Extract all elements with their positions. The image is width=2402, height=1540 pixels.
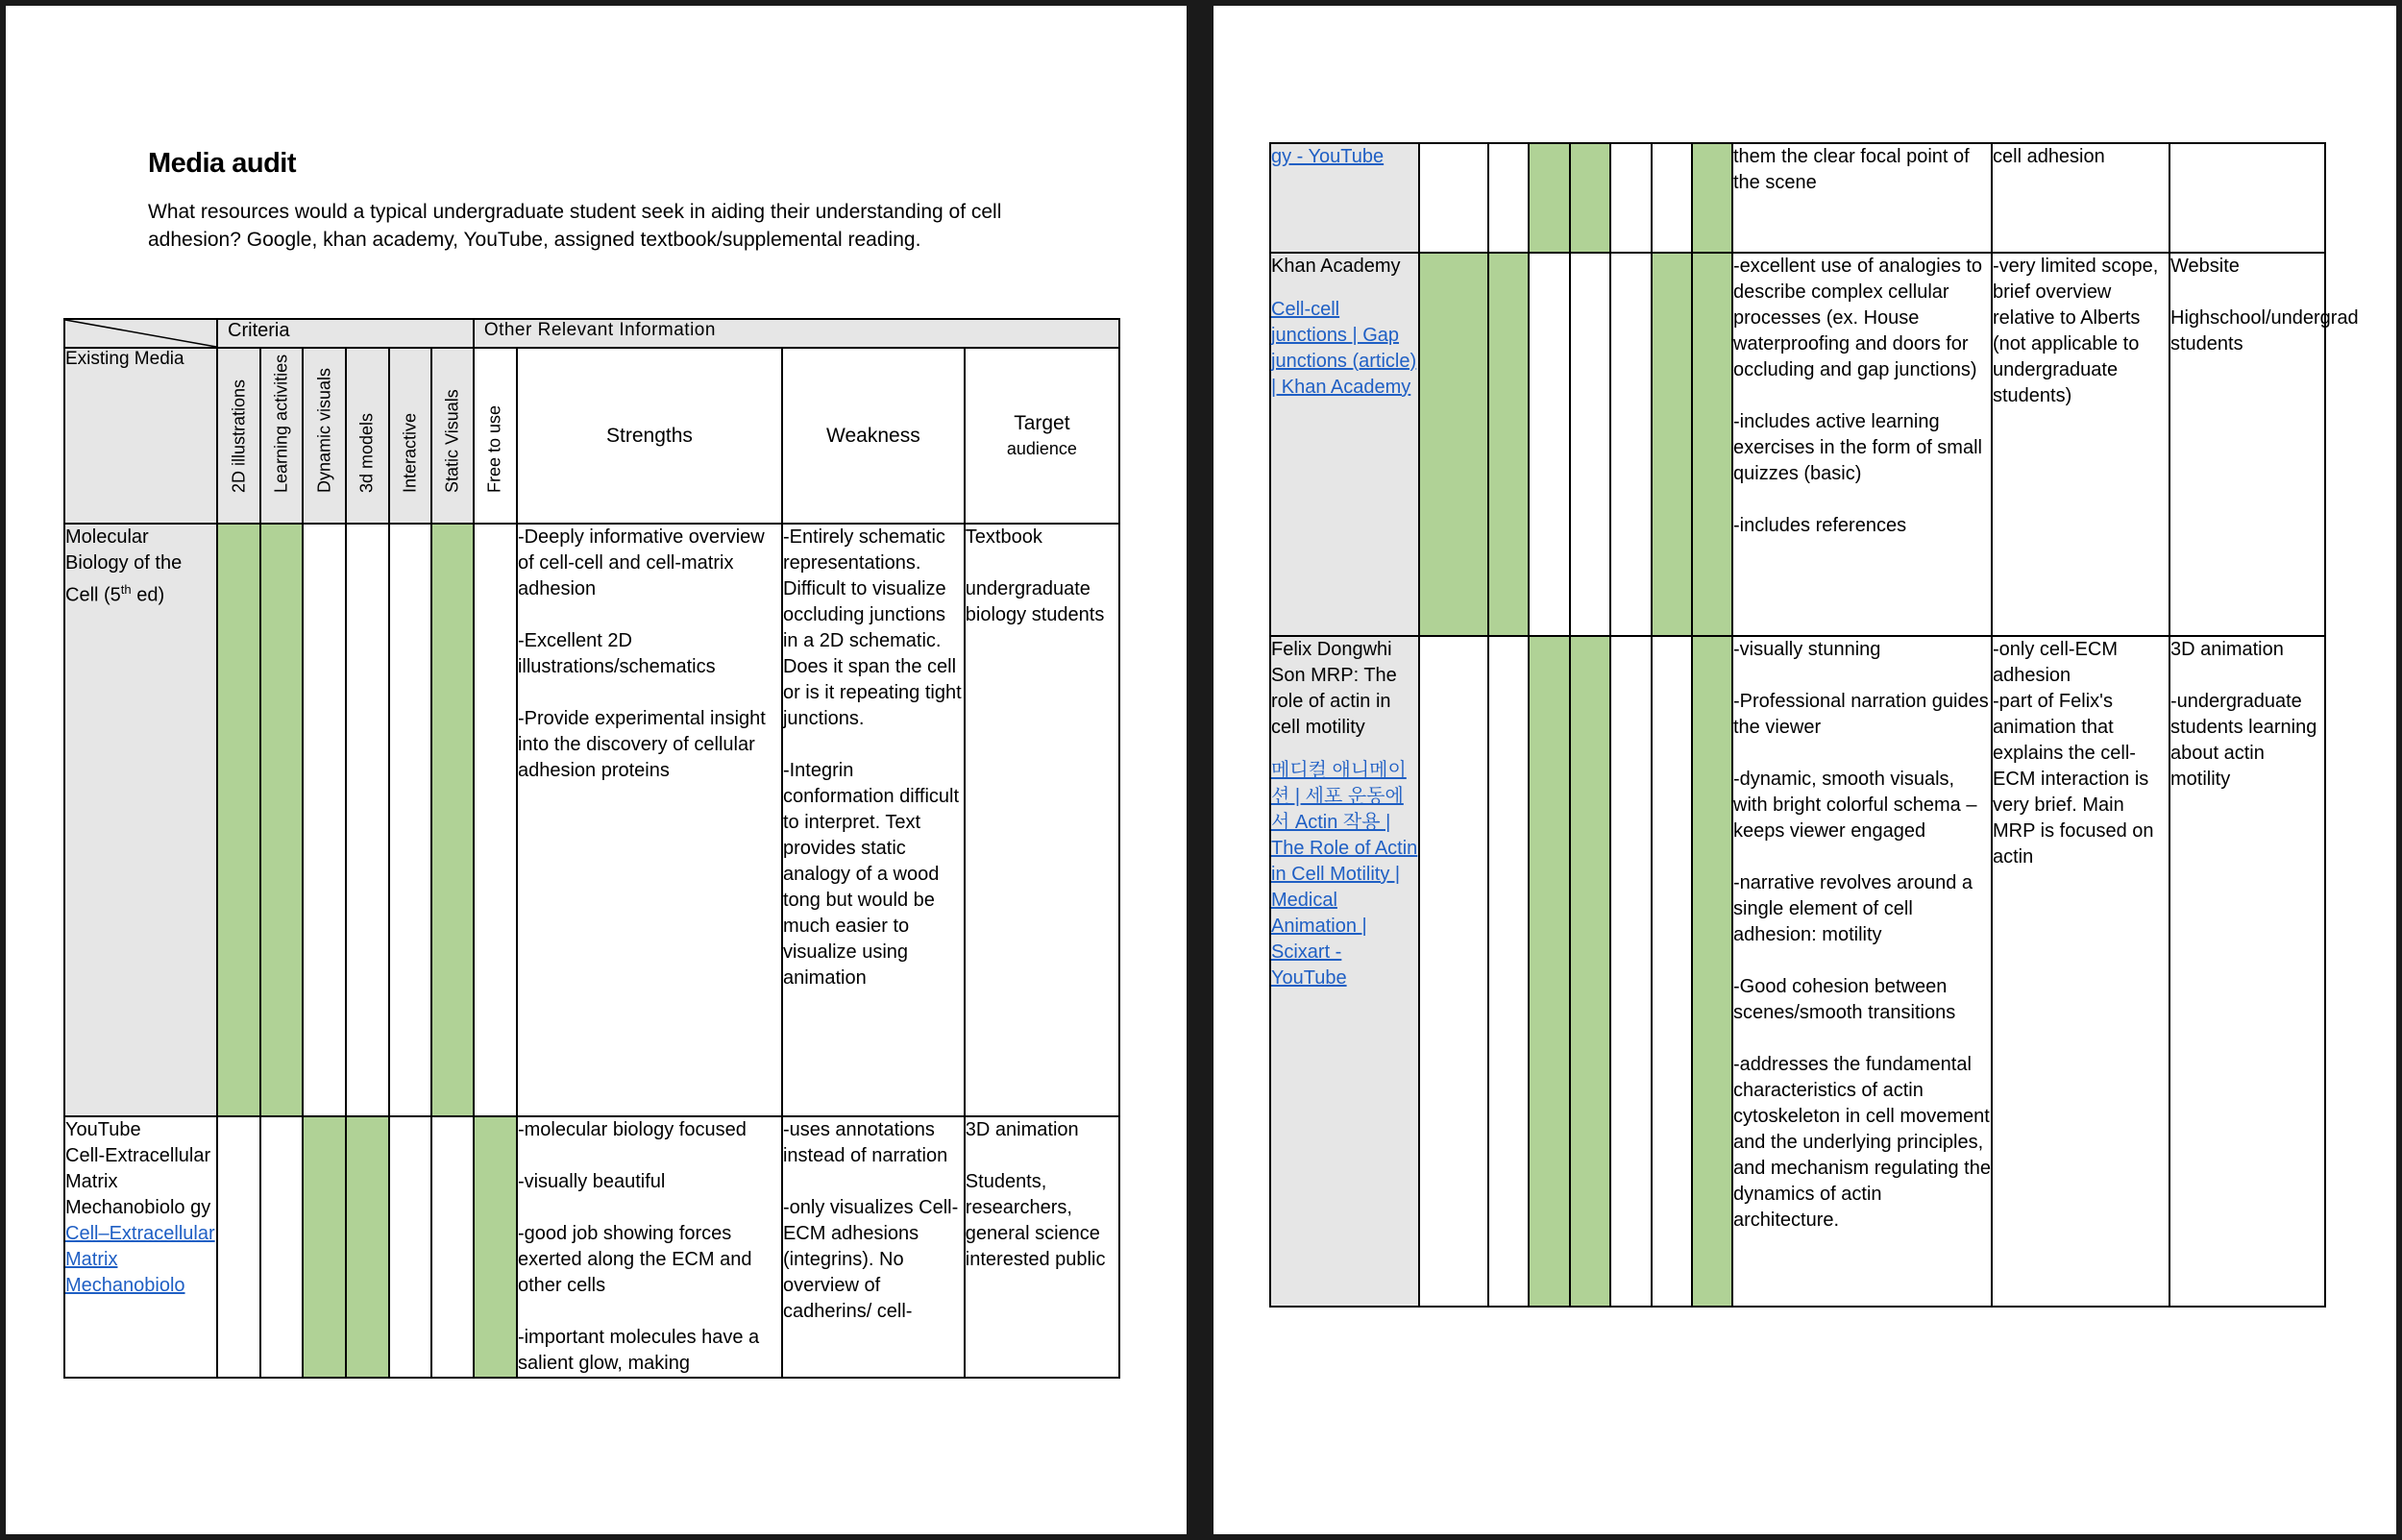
criteria-cell — [260, 1116, 303, 1378]
criteria-cell — [217, 524, 260, 1116]
criteria-col-static: Static Visuals — [431, 348, 474, 524]
target-cell: 3D animation -undergraduate students learning about actin motility — [2169, 636, 2325, 1307]
criteria-cell — [1570, 253, 1610, 636]
page-title: Media audit — [148, 148, 297, 179]
criteria-col-learning: Learning activities — [260, 348, 303, 524]
target-cell — [2169, 143, 2325, 253]
criteria-cell — [1570, 636, 1610, 1307]
criteria-cell — [1692, 636, 1732, 1307]
weakness-cell: -only cell-ECM adhesion -part of Felix's animation that explains the cell-ECM interaction is very brief. Main MRP is focused on actin — [1992, 636, 2169, 1307]
media-name-cell: Molecular Biology of the Cell (5th ed) — [64, 524, 217, 1116]
criteria-cell — [1529, 253, 1570, 636]
criteria-cell — [303, 524, 346, 1116]
strengths-cell: them the clear focal point of the scene — [1732, 143, 1992, 253]
criteria-col-free: Free to use — [474, 348, 517, 524]
strengths-cell: -Deeply informative overview of cell-cell and cell-matrix adhesion -Excellent 2D illustrations/schematics -Provide experimental insight into the discovery of cellular adhesion proteins — [517, 524, 782, 1116]
media-name-cell: YouTube Cell-Extracellular Matrix Mechanobiolo gy Cell–Extracellular Matrix Mechanobiolo — [64, 1116, 217, 1378]
criteria-cell — [1529, 143, 1570, 253]
table-row — [1270, 143, 2325, 253]
criteria-cell — [474, 524, 517, 1116]
media-link[interactable]: 메디컬 애니메이션 | 세포 운동에서 Actin 작용 | The Role of Actin in Cell Motility | Medical Animation | Scixart - YouTube — [1271, 760, 1418, 989]
table-row — [1270, 253, 2325, 636]
media-audit-table — [63, 318, 1120, 1379]
criteria-cell — [1488, 636, 1529, 1307]
target-audience-header: Target audience — [965, 348, 1119, 524]
criteria-cell — [346, 1116, 388, 1378]
table-row — [1270, 636, 2325, 1307]
criteria-cell — [1610, 143, 1652, 253]
media-link[interactable]: Cell–Extracellular Matrix Mechanobiolo — [65, 1223, 215, 1296]
strengths-cell: -molecular biology focused -visually beautiful -good job showing forces exerted along the ECM and other cells -important molecules have a salient glow, making — [517, 1116, 782, 1378]
criteria-cell — [346, 524, 388, 1116]
criteria-cell — [1419, 143, 1488, 253]
criteria-cell — [260, 524, 303, 1116]
criteria-cell — [1652, 636, 1692, 1307]
weakness-cell: -very limited scope, brief overview relative to Alberts (not applicable to undergraduate students) — [1992, 253, 2169, 636]
criteria-cell — [1529, 636, 1570, 1307]
strengths-cell: -excellent use of analogies to describe complex cellular processes (ex. House waterproofing and doors for occluding and gap junctions) -includes active learning exercises in the form of small quizzes (basic) -includes references — [1732, 253, 1992, 636]
strengths-header: Strengths — [517, 348, 782, 524]
media-name-cell: Khan Academy Cell-cell junctions | Gap junctions (article) | Khan Academy — [1270, 253, 1419, 636]
criteria-col-interactive: Interactive — [389, 348, 431, 524]
media-name-cell — [1270, 143, 1419, 253]
criteria-cell — [389, 1116, 431, 1378]
document-page-2 — [1213, 6, 2396, 1534]
existing-media-header: Existing Media — [64, 348, 217, 524]
criteria-cell — [431, 1116, 474, 1378]
criteria-col-2d: 2D illustrations — [217, 348, 260, 524]
media-link[interactable]: Cell-cell junctions | Gap junctions (article) | Khan Academy — [1271, 299, 1417, 398]
table-row — [64, 524, 1119, 1116]
criteria-cell — [474, 1116, 517, 1378]
media-audit-table-continued — [1269, 142, 2359, 1308]
criteria-cell — [1488, 143, 1529, 253]
criteria-cell — [1419, 253, 1488, 636]
criteria-cell — [303, 1116, 346, 1378]
criteria-cell — [1488, 253, 1529, 636]
other-info-header: Other Relevant Information — [474, 319, 1119, 348]
target-cell: Textbook undergraduate biology students — [965, 524, 1119, 1116]
weakness-cell: -Entirely schematic representations. Difficult to visualize occluding junctions in a 2D schematic. Does it span the cell or is it repeating tight junctions. -Integrin conformation difficult to interpret. Text provides static analogy of a wood tong but would be much easier to visualize using animation — [782, 524, 965, 1116]
criteria-cell — [1419, 636, 1488, 1307]
criteria-cell — [1692, 253, 1732, 636]
criteria-cell — [1652, 253, 1692, 636]
criteria-cell — [1692, 143, 1732, 253]
intro-paragraph: What resources would a typical undergraduate student seek in aiding their understanding of cell adhesion? Google, khan academy, YouTube, assigned textbook/supplemental reading. — [148, 201, 1002, 251]
criteria-cell — [1652, 143, 1692, 253]
criteria-cell — [1610, 253, 1652, 636]
criteria-col-dynamic: Dynamic visuals — [303, 348, 346, 524]
criteria-cell — [217, 1116, 260, 1378]
weakness-header: Weakness — [782, 348, 965, 524]
criteria-col-3d: 3d models — [346, 348, 388, 524]
criteria-cell — [1570, 143, 1610, 253]
weakness-cell: cell adhesion — [1992, 143, 2169, 253]
table-row — [64, 1116, 1119, 1378]
header-diagonal-cell — [64, 319, 217, 348]
target-cell: 3D animation Students, researchers, general science interested public — [965, 1116, 1119, 1378]
document-page-1 — [6, 6, 1187, 1534]
criteria-header: Criteria — [217, 319, 474, 348]
media-name-cell: Felix Dongwhi Son MRP: The role of actin in cell motility 메디컬 애니메이션 | 세포 운동에서 Actin 작용 | The Role of Actin in Cell Motility | Medical Animation | Scixart - YouTube — [1270, 636, 1419, 1307]
media-link[interactable]: gy - YouTube — [1271, 146, 1385, 167]
weakness-cell: -uses annotations instead of narration -only visualizes Cell-ECM adhesions (integrins). No overview of cadherins/ cell- — [782, 1116, 965, 1378]
criteria-cell — [389, 524, 431, 1116]
target-cell: Website Highschool/undergrad students — [2169, 253, 2325, 636]
criteria-cell — [1610, 636, 1652, 1307]
criteria-cell — [431, 524, 474, 1116]
strengths-cell: -visually stunning -Professional narration guides the viewer -dynamic, smooth visuals, with bright colorful schema – keeps viewer engaged -narrative revolves around a single element of cell adhesion: motility -Good cohesion between scenes/smooth transitions -addresses the fundamental characteristics of actin cytoskeleton in cell movement and the underlying principles, and mechanism regulating the dynamics of actin architecture. — [1732, 636, 1992, 1307]
